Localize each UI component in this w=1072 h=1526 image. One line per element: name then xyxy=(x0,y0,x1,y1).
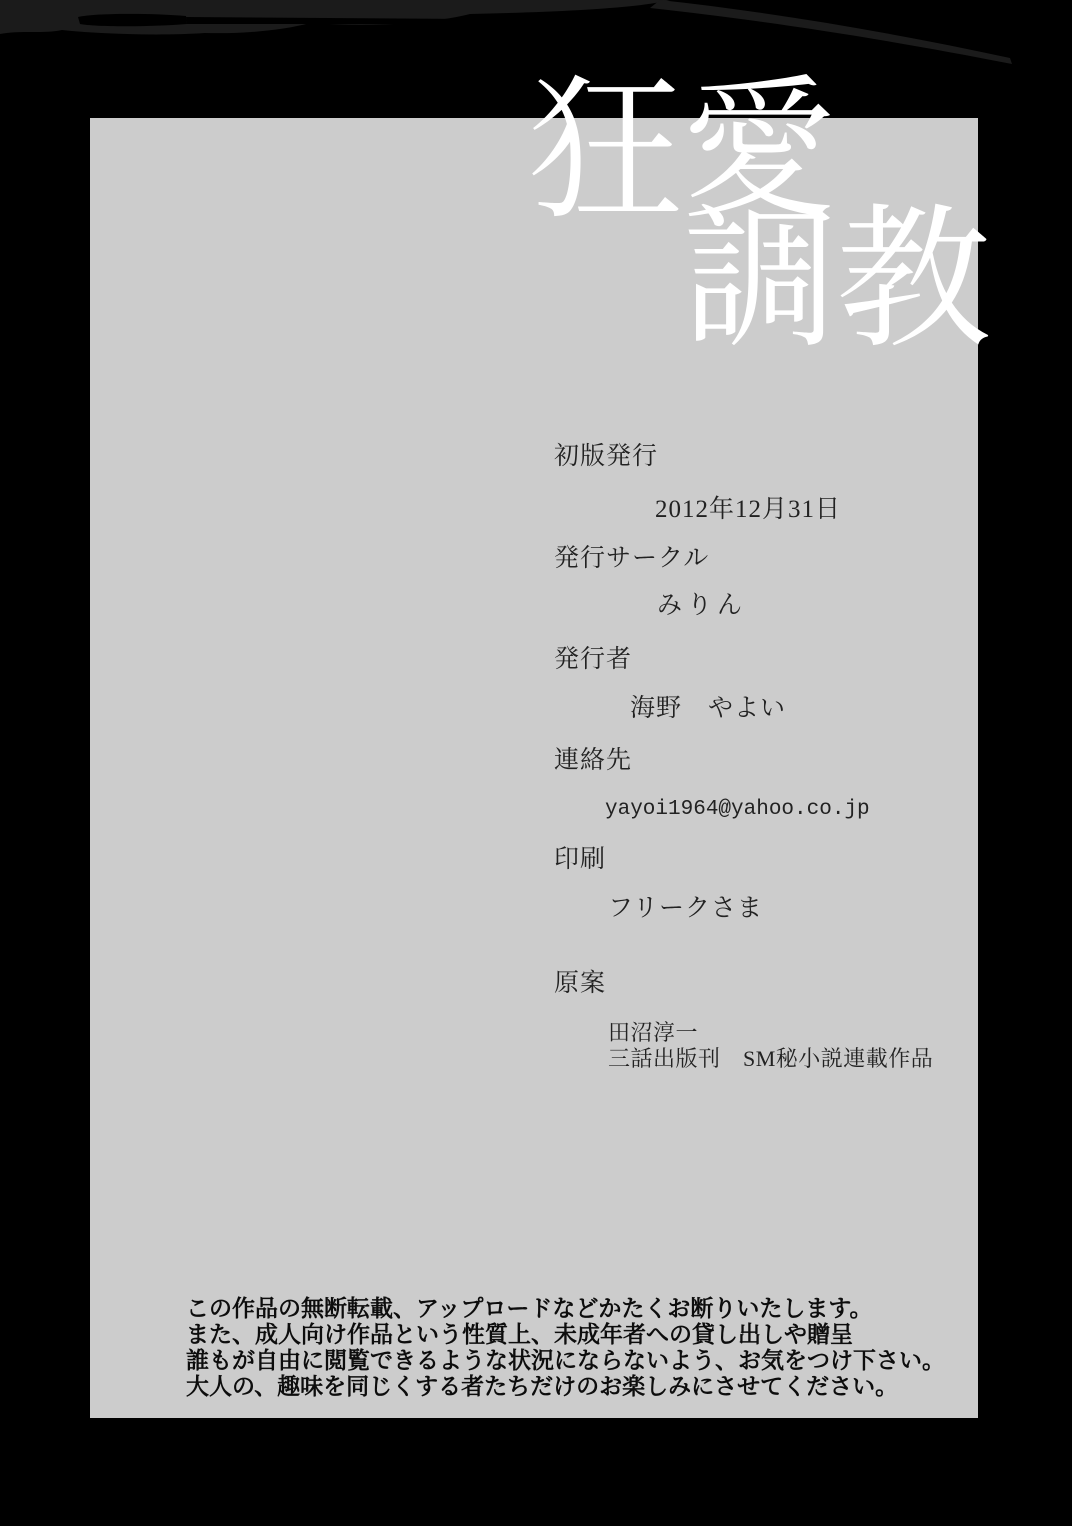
disclaimer-line-4: 大人の、趣味を同じくする者たちだけのお楽しみにさせてください。 xyxy=(186,1373,899,1399)
label-printer: 印刷 xyxy=(554,846,607,873)
disclaimer-block xyxy=(186,1295,976,1399)
disclaimer-line-1: この作品の無断転載、アップロードなどかたくお断りいたします。 xyxy=(186,1295,873,1321)
value-original-source: 三話出版刊 SM秘小説連載作品 xyxy=(608,1046,934,1071)
label-first-edition: 初版発行 xyxy=(554,443,659,470)
book-title-line-1: 狂愛 xyxy=(528,66,834,238)
value-original-author: 田沼淳一 xyxy=(608,1020,699,1045)
label-contact: 連絡先 xyxy=(554,747,633,774)
label-original-concept: 原案 xyxy=(554,970,607,997)
disclaimer-line-2: また、成人向け作品という性質上、未成年者への貸し出しや贈呈 xyxy=(186,1321,853,1347)
book-title-line-2: 調教 xyxy=(683,195,989,367)
disclaimer-line-3: 誰もが自由に閲覧できるような状況にならないよう、お気をつけ下さい。 xyxy=(186,1347,945,1373)
label-publishing-circle: 発行サークル xyxy=(554,545,710,572)
value-publisher-name: 海野 やよい xyxy=(630,695,787,722)
value-contact-email: yayoi1964@yahoo.co.jp xyxy=(605,798,870,821)
value-publication-date: 2012年12月31日 xyxy=(655,496,842,523)
value-circle-name: みりん xyxy=(657,592,748,619)
value-printer-name: フリークさま xyxy=(608,895,764,922)
label-publisher: 発行者 xyxy=(554,646,633,673)
